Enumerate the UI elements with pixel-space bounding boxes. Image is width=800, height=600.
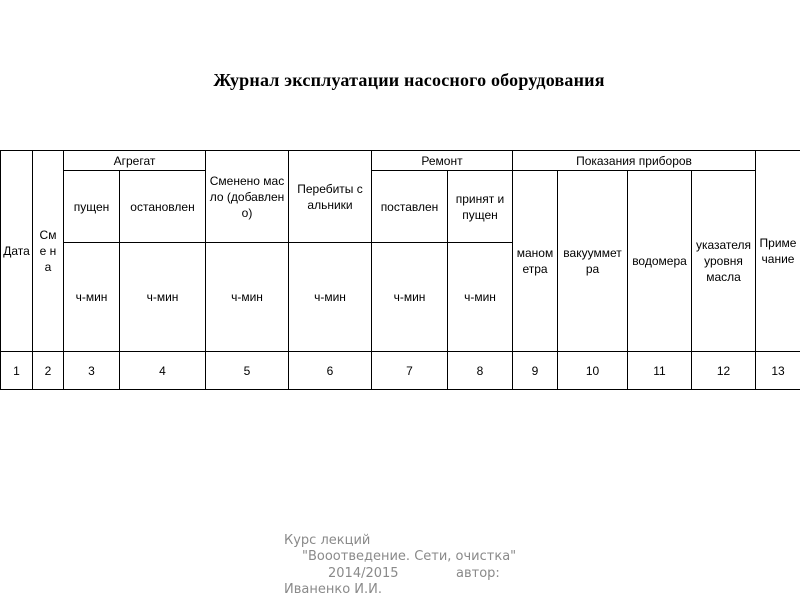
column-number: 13 (771, 363, 785, 378)
header-group-agregat: Агрегат (113, 153, 156, 168)
header-group-readings: Показания приборов (576, 153, 692, 168)
unit-repair-accepted: ч-мин (464, 290, 496, 304)
column-number: 5 (243, 363, 251, 378)
column-number: 11 (653, 363, 666, 378)
header-vacuum-gauge: вакууммет ра (563, 246, 622, 276)
footer-course-title: "Вооотведение. Сети, очистка" (302, 549, 517, 564)
header-date: Дата (3, 244, 30, 258)
column-number: 12 (716, 363, 731, 378)
header-shift: Сме на (39, 228, 57, 274)
footer-author-name: Иваненко И.И. (284, 582, 383, 597)
header-group-remont: Ремонт (421, 153, 463, 168)
column-number: 2 (44, 363, 52, 378)
header-manometer: маном етра (516, 246, 554, 276)
page-title: Журнал эксплуатации насосного оборудования (213, 70, 605, 90)
column-number: 3 (88, 363, 95, 378)
unit-repair-placed: ч-мин (393, 290, 426, 304)
unit-agregat-stopped: ч-мин (146, 290, 179, 304)
column-number: 1 (13, 363, 20, 378)
header-oil-changed: Сменено масло (добавлено) (209, 173, 285, 220)
unit-agregat-started: ч-мин (75, 290, 108, 304)
header-repair-placed: поставлен (380, 199, 439, 214)
column-number: 8 (476, 363, 484, 378)
header-repair-accepted: принят и пущен (455, 191, 505, 222)
header-note: Приме чание (759, 236, 797, 266)
unit-seals-repacked: ч-мин (314, 290, 346, 304)
column-number: 7 (406, 363, 413, 378)
header-water-meter: водомера (632, 254, 687, 268)
header-agregat-started: пущен (73, 199, 110, 214)
header-seals-repacked: Перебиты сальники (297, 181, 363, 212)
column-number: 4 (159, 363, 166, 378)
column-number: 10 (585, 363, 600, 378)
column-number: 6 (326, 363, 334, 378)
footer-year: 2014/2015 (328, 566, 399, 581)
table-line (0, 389, 800, 390)
header-agregat-stopped: остановлен (130, 199, 195, 214)
column-number: 9 (531, 363, 539, 378)
footer-author-label: автор: (456, 566, 500, 581)
footer-course: Курс лекций (284, 533, 371, 548)
unit-oil-changed: ч-мин (231, 290, 263, 304)
header-oil-level-indicator: указателя уровня масла (695, 238, 752, 284)
